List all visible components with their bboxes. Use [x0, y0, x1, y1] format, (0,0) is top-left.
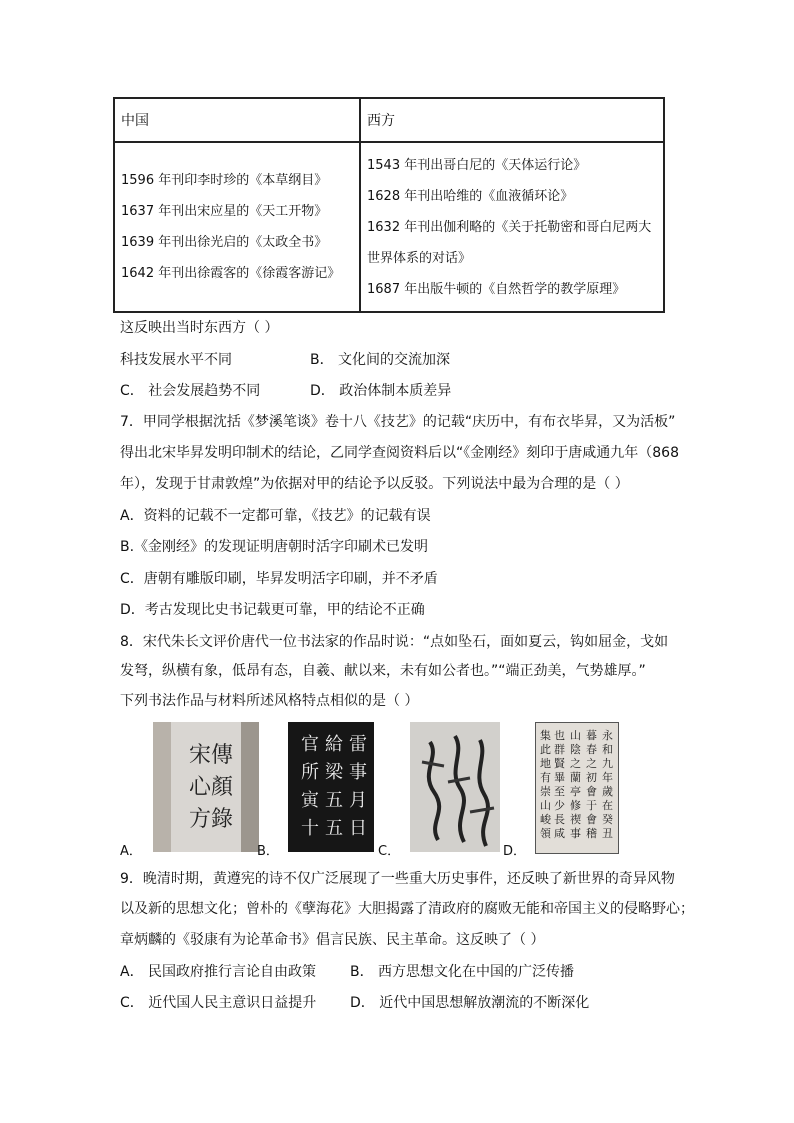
- west-cell: [360, 142, 664, 312]
- calligraphy-a-picture: [153, 722, 259, 852]
- svg-text:春: 春: [586, 743, 597, 756]
- china-cell: [114, 142, 360, 312]
- q6-option-b[interactable]: B． 文化间的交流加深: [310, 352, 451, 368]
- q7-option-a[interactable]: A．资料的记载不一定都可靠，《技艺》的记载有误: [120, 508, 431, 524]
- calligraphy-image-c: [410, 722, 500, 852]
- svg-text:群: 群: [554, 743, 565, 756]
- q8-stem-line: 下列书法作品与材料所述风格特点相似的是（ ）: [120, 693, 419, 709]
- svg-text:方錄: 方錄: [188, 807, 234, 832]
- svg-text:九: 九: [602, 757, 613, 770]
- svg-text:崇: 崇: [540, 785, 551, 798]
- svg-text:少: 少: [554, 799, 565, 812]
- q7-stem-line: 年），发现于甘肃敦煌”为依据对甲的结论予以反驳。下列说法中最为合理的是（ ）: [120, 476, 629, 492]
- svg-text:咸: 咸: [554, 827, 565, 840]
- svg-text:也: 也: [554, 729, 565, 742]
- svg-text:陰: 陰: [570, 743, 581, 756]
- q6-option-a[interactable]: 科技发展水平不同: [120, 352, 232, 368]
- china-row: 1639 年刊出徐光启的《太政全书》: [121, 235, 328, 250]
- svg-text:稽: 稽: [586, 827, 597, 840]
- calligraphy-d-picture: [536, 723, 618, 853]
- west-row: 1687 年出版牛顿的《自然哲学的教学原理》: [367, 281, 626, 297]
- svg-text:畢: 畢: [554, 771, 565, 784]
- svg-text:梁: 梁: [325, 762, 343, 783]
- west-row: 1632 年刊出伽利略的《关于托勒密和哥白尼两大: [367, 219, 652, 235]
- q6-option-c[interactable]: C． 社会发展趋势不同: [120, 383, 261, 399]
- svg-text:癸: 癸: [602, 813, 613, 826]
- calligraphy-c-picture: [410, 722, 500, 852]
- west-row: 1543 年刊出哥白尼的《天体运行论》: [367, 157, 587, 173]
- table-body-row: [114, 142, 664, 312]
- china-row: 1596 年刊印李时珍的《本草纲目》: [121, 173, 328, 188]
- svg-text:官: 官: [301, 734, 319, 755]
- q9-stem-line: 以及新的思想文化；曾朴的《孽海花》大胆揭露了清政府的腐败无能和帝国主义的侵略野心；: [120, 901, 694, 917]
- comparison-table: [113, 97, 665, 313]
- svg-text:峻: 峻: [540, 813, 551, 826]
- svg-text:領: 領: [540, 827, 551, 840]
- svg-text:月: 月: [349, 790, 367, 811]
- svg-text:永: 永: [602, 729, 613, 742]
- svg-text:在: 在: [602, 799, 613, 812]
- q8-option-a[interactable]: A．: [120, 844, 142, 859]
- q7-option-b[interactable]: B.《金刚经》的发现证明唐朝时活字印刷术已发明: [120, 539, 429, 555]
- svg-text:雷: 雷: [349, 734, 367, 755]
- svg-text:長: 長: [554, 813, 565, 826]
- q7-option-d[interactable]: D．考古发现比史书记载更可靠，甲的结论不正确: [120, 602, 425, 618]
- q8-option-b[interactable]: B．: [257, 844, 279, 859]
- q9-stem-line: 9．晚清时期，黄遵宪的诗不仅广泛展现了一些重大历史事件，还反映了新世界的奇异风物: [120, 871, 675, 887]
- svg-text:山: 山: [570, 729, 581, 742]
- q7-stem-line: 得出北宋毕昇发明印制术的结论，乙同学查阅资料后以“《金刚经》刻印于唐咸通九年（868: [120, 445, 679, 461]
- svg-text:丑: 丑: [602, 827, 613, 840]
- svg-text:歲: 歲: [602, 785, 613, 798]
- svg-text:五: 五: [325, 818, 343, 839]
- svg-text:亭: 亭: [570, 785, 581, 798]
- svg-text:日: 日: [349, 818, 367, 839]
- west-row: 1628 年刊出哈维的《血液循环论》: [367, 188, 574, 204]
- svg-text:蘭: 蘭: [570, 771, 581, 784]
- q9-option-c[interactable]: C． 近代国人民主意识日益提升: [120, 995, 317, 1011]
- q6-stem: 这反映出当时东西方（ ）: [120, 320, 279, 336]
- svg-text:初: 初: [586, 771, 597, 784]
- q8-option-c[interactable]: C．: [378, 844, 401, 859]
- svg-text:之: 之: [570, 757, 581, 770]
- q9-option-a[interactable]: A． 民国政府推行言论自由政策: [120, 964, 317, 980]
- calligraphy-image-a: [153, 722, 259, 852]
- svg-text:會: 會: [586, 785, 597, 798]
- q7-stem-line: 7．甲同学根据沈括《梦溪笔谈》卷十八《技艺》的记载“庆历中，有布衣毕昇，又为活板”: [120, 414, 676, 430]
- header-china: 中国: [114, 98, 360, 142]
- svg-text:至: 至: [554, 785, 565, 798]
- q8-stem-line: 8．宋代朱长文评价唐代一位书法家的作品时说：“点如坠石，面如夏云，钩如屈金，戈如: [120, 634, 669, 650]
- q7-option-c[interactable]: C．唐朝有雕版印刷，毕昇发明活字印刷，并不矛盾: [120, 571, 438, 587]
- svg-text:修: 修: [570, 799, 581, 812]
- svg-text:和: 和: [602, 743, 613, 756]
- china-row: 1642 年刊出徐霞客的《徐霞客游记》: [121, 266, 341, 281]
- svg-text:所: 所: [301, 762, 319, 783]
- q9-option-d[interactable]: D． 近代中国思想解放潮流的不断深化: [350, 995, 590, 1011]
- svg-text:年: 年: [602, 771, 613, 784]
- svg-text:給: 給: [325, 734, 343, 755]
- header-west: 西方: [360, 98, 664, 142]
- svg-text:地: 地: [540, 757, 551, 770]
- svg-text:集: 集: [540, 729, 551, 742]
- svg-text:心顏: 心顏: [188, 775, 234, 800]
- q8-stem-line: 发弩，纵横有象，低昂有态，自羲、献以来，未有如公者也。”“端正劲美，气势雄厚。”: [120, 663, 646, 679]
- svg-text:山: 山: [540, 799, 551, 812]
- q9-option-b[interactable]: B． 西方思想文化在中国的广泛传播: [350, 964, 575, 980]
- svg-text:十: 十: [301, 818, 319, 839]
- svg-text:有: 有: [540, 771, 551, 784]
- svg-text:五: 五: [325, 790, 343, 811]
- svg-text:事: 事: [349, 762, 367, 783]
- calligraphy-image-d: [535, 722, 619, 854]
- calligraphy-b-picture: [288, 722, 374, 852]
- q8-option-d[interactable]: D．: [503, 844, 527, 859]
- svg-text:此: 此: [540, 743, 551, 756]
- svg-text:會: 會: [586, 813, 597, 826]
- west-row: 世界体系的对话》: [367, 250, 472, 266]
- svg-text:禊: 禊: [570, 813, 581, 826]
- calligraphy-image-b: [288, 722, 374, 852]
- svg-text:暮: 暮: [586, 729, 597, 742]
- svg-text:之: 之: [586, 757, 597, 770]
- q6-option-d[interactable]: D． 政治体制本质差异: [310, 383, 452, 399]
- q9-stem-line: 章炳麟的《驳康有为论革命书》倡言民族、民主革命。这反映了（ ）: [120, 932, 545, 948]
- svg-text:宋傳: 宋傳: [188, 743, 234, 768]
- china-row: 1637 年刊出宋应星的《天工开物》: [121, 204, 328, 219]
- svg-text:賢: 賢: [554, 757, 565, 770]
- svg-text:于: 于: [586, 799, 597, 812]
- svg-text:寅: 寅: [301, 790, 319, 811]
- svg-text:事: 事: [570, 827, 581, 840]
- table-header-row: [114, 98, 664, 142]
